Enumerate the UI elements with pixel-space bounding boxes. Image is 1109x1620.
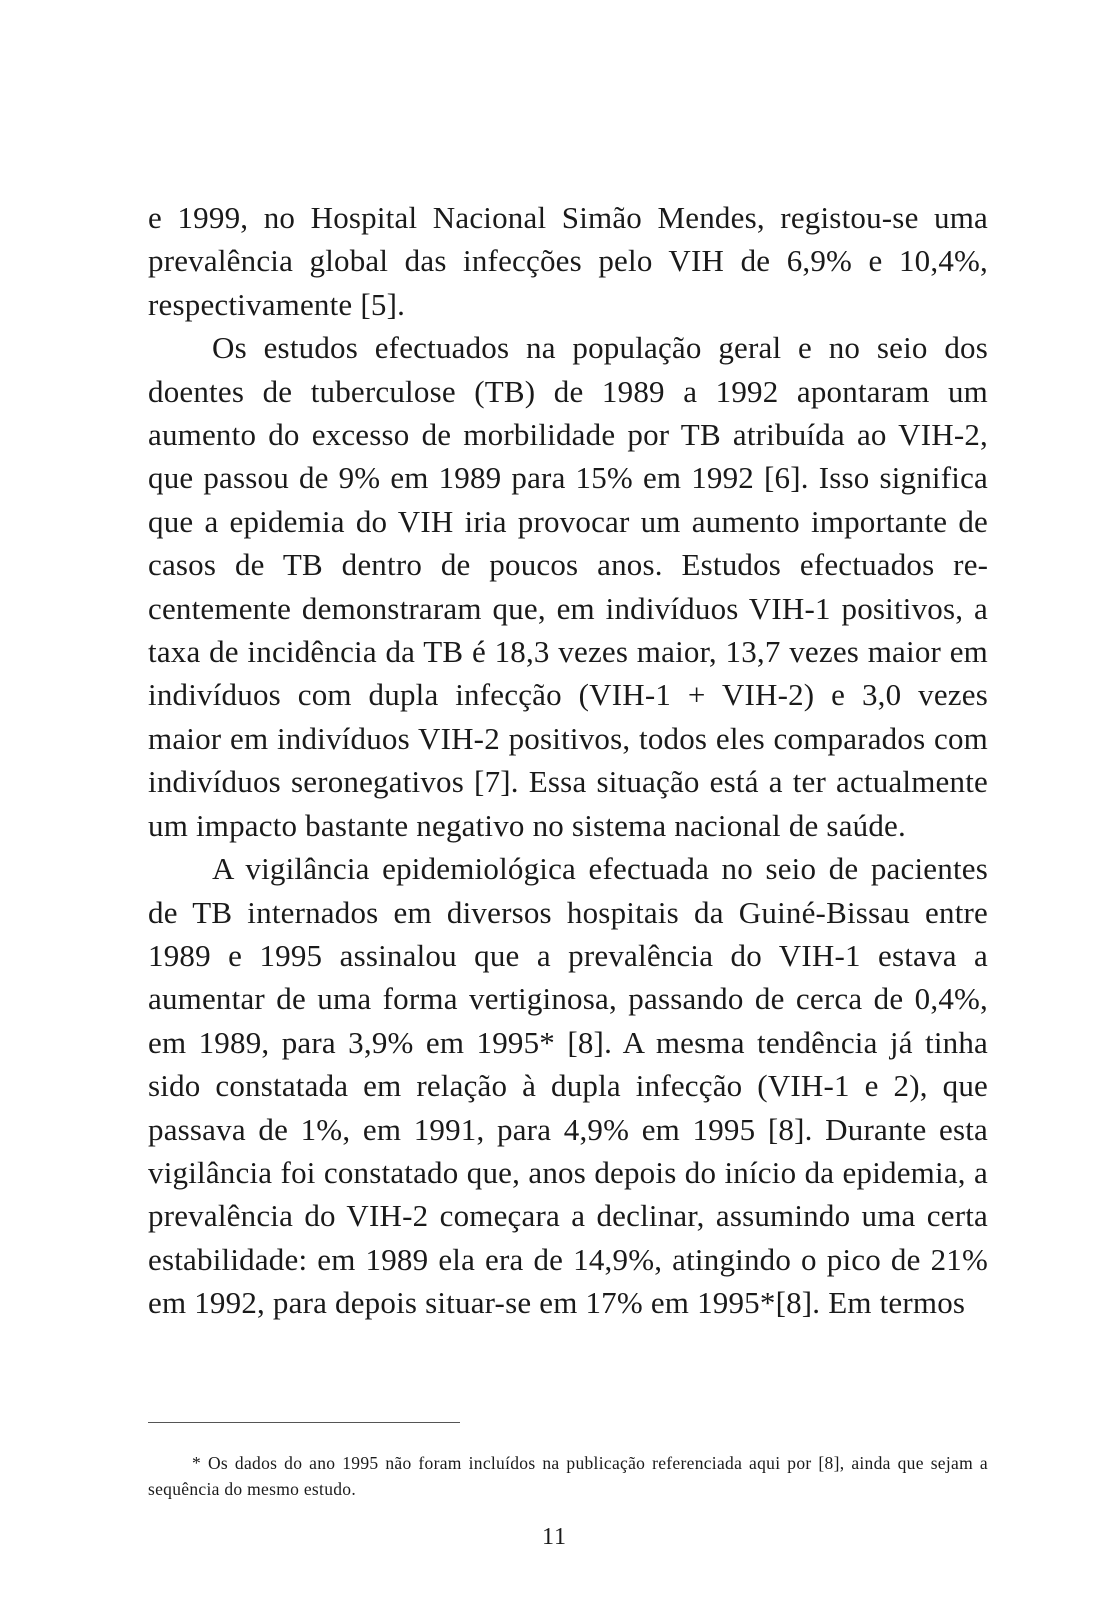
paragraph-tuberculosis-studies: Os estudos efectuados na população geral e no seio dos doentes de tuberculose (TB) de 1989 a 1992 apontaram um aumento do excesso de morbilidade por TB atribuída ao VIH-2, que passou de 9% em 1989 para 15% em 1992 [6]. Isso significa que a epidemia do VIH iria provocar um aumento importante de casos de TB dentro de poucos anos. Estudos efectuados recentemente demonstraram que, em indivíduos VIH-1 positivos, a taxa de incidência da TB é 18,3 vezes maior, 13,7 vezes maior em indivíduos com dupla infecção (VIH-1 + VIH-2) e 3,0 vezes maior em indivíduos VIH-2 positivos, todos eles comparados com indivíduos seronegativos [7]. Essa situação está a ter actualmente um impacto bastante negativo no sistema nacional de saúde. — [148, 330, 988, 843]
footnote: * Os dados do ano 1995 não foram incluídos na publicação referenciada aqui por [8], ainda que sejam a sequência do mesmo estudo. — [148, 1453, 988, 1499]
footnote-divider — [148, 1422, 460, 1423]
paragraph-continuation: e 1999, no Hospital Nacional Simão Mendes, registou-se uma prevalência global das infecções pelo VIH de 6,9% e 10,4%, respectivamente [5]. — [148, 200, 988, 322]
body-text — [148, 196, 988, 1325]
paragraph-epidemiological-surveillance: A vigilância epidemiológica efectuada no seio de pacientes de TB internados em diversos hospitais da Guiné-Bissau entre 1989 e 1995 assinalou que a prevalência do VIH-1 estava a aumentar de uma forma vertiginosa, passando de cerca de 0,4%, em 1989, para 3,9% em 1995* [8]. A mesma tendência já tinha sido constatada em relação à dupla infecção (VIH-1 e 2), que passava de 1%, em 1991, para 4,9% em 1995 [8]. Durante esta vigilância foi constatado que, anos depois do início da epidemia, a prevalência do VIH-2 começara a declinar, assumindo uma certa estabilidade: em 1989 ela era de 14,9%, atingindo o pico de 21% em 1992, para depois situar-se em 17% em 1995*[8]. Em termos — [148, 851, 988, 1321]
page-number: 11 — [541, 1524, 568, 1550]
